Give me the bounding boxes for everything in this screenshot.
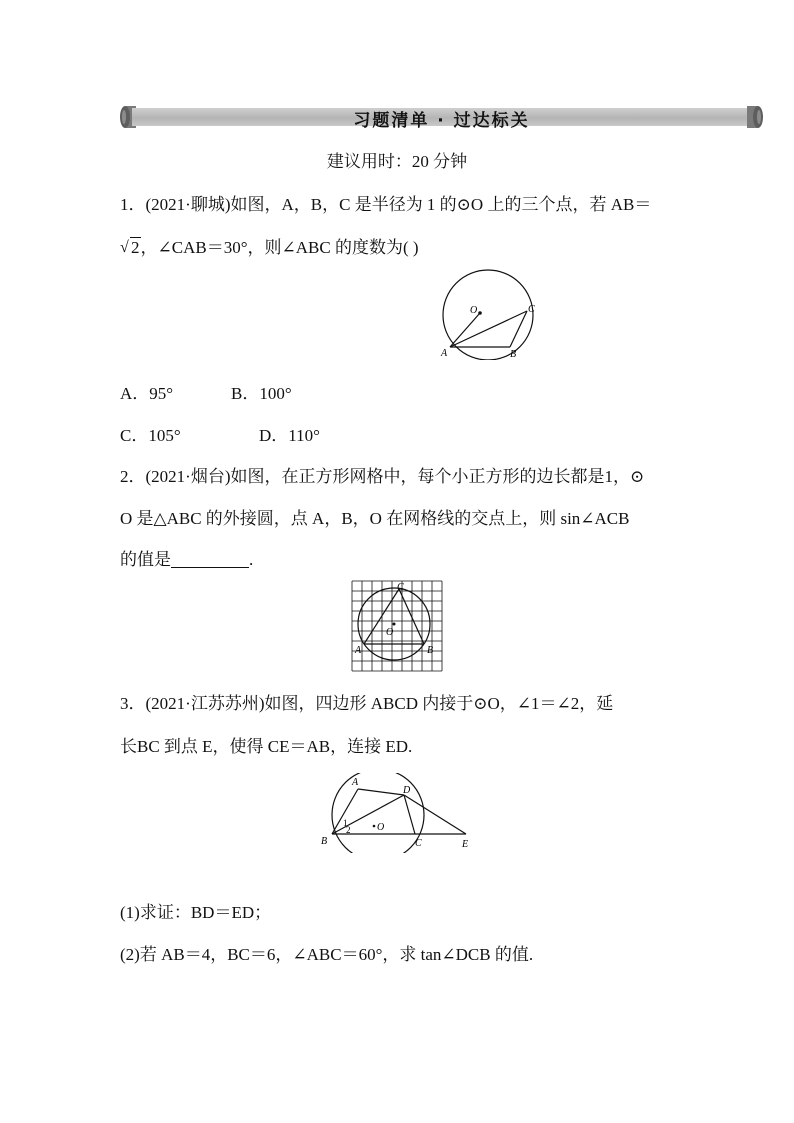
suggested-time: 建议用时：20 分钟	[326, 152, 468, 171]
q1-label-a: A	[441, 348, 448, 359]
q3-label-d: D	[403, 785, 411, 796]
q1-label-c: C	[528, 304, 535, 315]
q2-label-b: B	[427, 645, 434, 656]
q3-line1: 3．(2021·江苏苏州)如图，四边形 ABCD 内接于⊙O，∠1＝∠2，延	[120, 694, 614, 713]
q2-label-c: C	[397, 582, 404, 593]
q3-part2: (2)若 AB＝4，BC＝6，∠ABC＝60°，求 tan∠DCB 的值.	[120, 945, 534, 964]
answer-blank[interactable]	[171, 551, 249, 568]
q3-figure	[318, 773, 478, 853]
q1-label-b: B	[510, 349, 517, 360]
q3-part1: (1)求证：BD＝ED；	[120, 903, 272, 922]
q2-figure	[348, 580, 444, 674]
q1-line2-text: ，∠CAB＝30°，则∠ABC 的度数为( )	[140, 238, 419, 257]
q2-label-a: A	[355, 645, 362, 656]
q1-label-o: O	[470, 305, 478, 316]
q3-angle-1: 1	[343, 818, 348, 828]
q1-figure	[428, 268, 548, 360]
q2-line3	[120, 545, 253, 570]
q1-option-d: D．110°	[259, 426, 320, 445]
q3-label-a: A	[352, 777, 359, 788]
sqrt-expression: √ 2	[120, 238, 140, 257]
q1-option-c: C．105°	[120, 426, 181, 445]
q2-line3-text: 的值是	[120, 550, 171, 569]
q2-label-o: O	[386, 627, 394, 638]
q1-option-b: B．100°	[231, 384, 292, 403]
q3-angle-2: 2	[346, 825, 351, 835]
section-banner	[118, 104, 765, 130]
q1-option-a: A．95°	[120, 384, 174, 403]
q2-line1: 2．(2021·烟台)如图，在正方形网格中，每个小正方形的边长都是1，⊙	[120, 467, 645, 486]
q3-label-o: O	[377, 822, 385, 833]
q3-label-c: C	[415, 838, 422, 849]
q3-label-b: B	[321, 836, 328, 847]
q1-line1: 1．(2021·聊城)如图，A，B，C 是半径为 1 的⊙O 上的三个点，若 AB＝	[120, 195, 652, 214]
q3-label-e: E	[462, 839, 469, 850]
banner-title: 习题清单 · 过达标关	[353, 111, 530, 131]
q2-line3-end: .	[249, 550, 254, 569]
q2-line2: O 是△ABC 的外接圆，点 A，B，O 在网格线的交点上，则 sin∠ACB	[120, 509, 630, 528]
sqrt-value: 2	[131, 238, 140, 257]
q1-line2	[120, 233, 419, 258]
q3-line2: 长BC 到点 E，使得 CE＝AB，连接 ED.	[120, 737, 413, 756]
